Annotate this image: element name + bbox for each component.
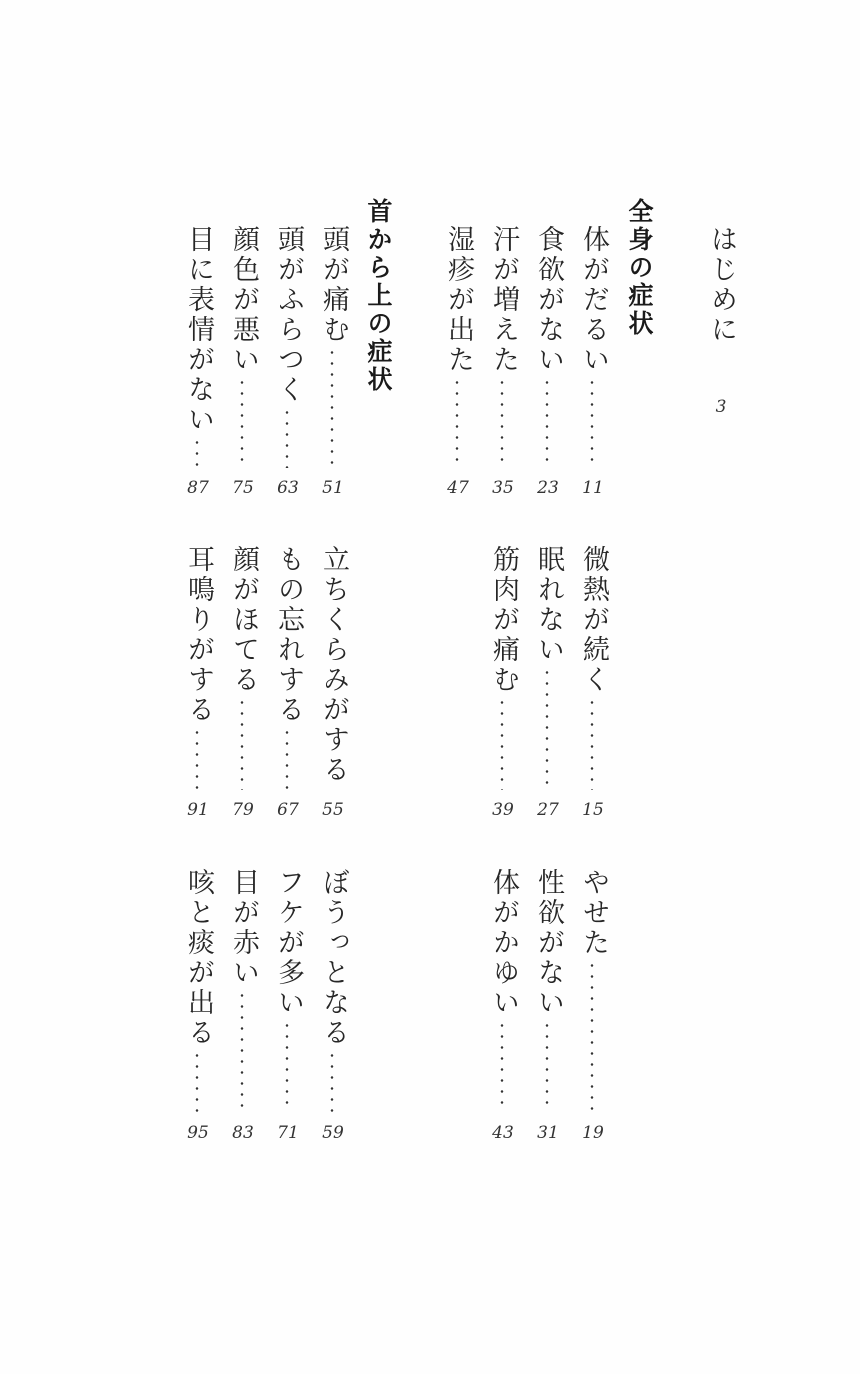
toc-entry-label: 体がだるい (578, 225, 609, 375)
toc-entry-label: 食欲がない (533, 225, 564, 375)
dot-leader (285, 407, 289, 468)
dot-leader (590, 960, 594, 1112)
toc-entry-label: 目が赤い (228, 868, 259, 988)
toc-entry[interactable] (180, 225, 216, 500)
dot-leader (590, 697, 594, 790)
toc-entry-page: 19 (582, 1123, 604, 1143)
toc-entry[interactable] (440, 225, 476, 500)
dot-leader (330, 347, 334, 468)
toc-entry-page: 91 (187, 800, 209, 820)
toc-entry-label: 眠れない (533, 545, 564, 665)
toc-entry-page: 67 (277, 800, 299, 820)
toc-entry-label: ぼうっとなる (318, 868, 349, 1048)
toc-entry-page: 31 (537, 1123, 559, 1143)
toc-entry[interactable] (225, 225, 261, 500)
toc-entry-label: フケが多い (273, 868, 304, 1018)
dot-leader (545, 377, 549, 468)
toc-entry-page: 39 (492, 800, 514, 820)
toc-entry[interactable] (225, 545, 261, 822)
dot-leader (240, 697, 244, 790)
toc-entry-page: 23 (537, 478, 559, 498)
toc-entry-intro[interactable] (703, 225, 739, 425)
toc-entry[interactable] (225, 868, 261, 1145)
toc-entry-label: 目に表情がない (183, 225, 214, 435)
toc-entry-label: 湿疹が出た (443, 225, 474, 375)
dot-leader (195, 727, 199, 790)
toc-entry-page: 11 (582, 478, 604, 498)
dot-leader (545, 1020, 549, 1112)
dot-leader (500, 377, 504, 468)
toc-entry-page: 75 (232, 478, 254, 498)
toc-entry-label: 筋肉が痛む (488, 545, 519, 695)
toc-entry-label: 耳鳴りがする (183, 545, 214, 725)
toc-entry-label: 汗が増えた (488, 225, 519, 375)
toc-entry-page: 95 (187, 1123, 209, 1143)
toc-entry[interactable] (270, 225, 306, 500)
toc-entry-page: 27 (537, 800, 559, 820)
dot-leader (285, 1020, 289, 1112)
toc-entry-label: 立ちくらみがする (318, 545, 349, 785)
toc-entry-label: 体がかゆい (488, 868, 519, 1018)
toc-entry-label: 頭がふらつく (273, 225, 304, 405)
toc-entry-label: 顔色が悪い (228, 225, 259, 375)
toc-entry[interactable] (270, 868, 306, 1145)
dot-leader (590, 377, 594, 468)
section-heading-whole-body: 全身の症状 (625, 198, 654, 338)
toc-entry[interactable] (485, 545, 521, 822)
section-heading-head-neck: 首から上の症状 (364, 198, 393, 394)
toc-entry-page: 87 (187, 478, 209, 498)
toc-entry-page: 63 (277, 478, 299, 498)
toc-entry[interactable] (530, 545, 566, 822)
dot-leader (330, 787, 334, 790)
toc-entry-page: 79 (232, 800, 254, 820)
toc-entry[interactable] (180, 545, 216, 822)
toc-entry-label: 咳と痰が出る (183, 868, 214, 1048)
dot-leader (545, 667, 549, 790)
toc-entry-page: 59 (322, 1123, 344, 1143)
dot-leader (500, 1020, 504, 1112)
toc-entry-page: 83 (232, 1123, 254, 1143)
dot-leader (285, 727, 289, 790)
toc-entry[interactable] (315, 225, 351, 500)
dot-leader (455, 377, 459, 468)
toc-entry-page: 71 (277, 1123, 299, 1143)
toc-entry-label: 性欲がない (533, 868, 564, 1018)
toc-entry-page: 15 (582, 800, 604, 820)
toc-entry[interactable] (530, 868, 566, 1145)
toc-entry-label: もの忘れする (273, 545, 304, 725)
toc-entry[interactable] (180, 868, 216, 1145)
toc-entry-page: 51 (322, 478, 344, 498)
toc-entry-label: 顔がほてる (228, 545, 259, 695)
toc-entry-page: 55 (322, 800, 344, 820)
toc-entry-page: 35 (492, 478, 514, 498)
toc-entry[interactable] (575, 545, 611, 822)
toc-entry[interactable] (270, 545, 306, 822)
toc-entry[interactable] (315, 545, 351, 822)
toc-entry-label: 微熱が続く (578, 545, 609, 695)
dot-leader (330, 1050, 334, 1112)
toc-entry[interactable] (485, 225, 521, 500)
dot-leader (240, 990, 244, 1112)
toc-entry-page: 43 (492, 1123, 514, 1143)
toc-entry[interactable] (575, 225, 611, 500)
dot-leader (240, 377, 244, 468)
toc-entry[interactable] (575, 868, 611, 1145)
toc-entry[interactable] (485, 868, 521, 1145)
toc-entry[interactable] (530, 225, 566, 500)
toc-entry-page: 47 (447, 478, 469, 498)
toc-entry[interactable] (315, 868, 351, 1145)
dot-leader (500, 697, 504, 790)
toc-entry-label: やせた (578, 868, 609, 958)
toc-entry-label: はじめに (706, 225, 737, 345)
toc-entry-label: 頭が痛む (318, 225, 349, 345)
toc-entry-page: 3 (715, 397, 727, 417)
dot-leader (195, 437, 199, 468)
dot-leader (195, 1050, 199, 1112)
